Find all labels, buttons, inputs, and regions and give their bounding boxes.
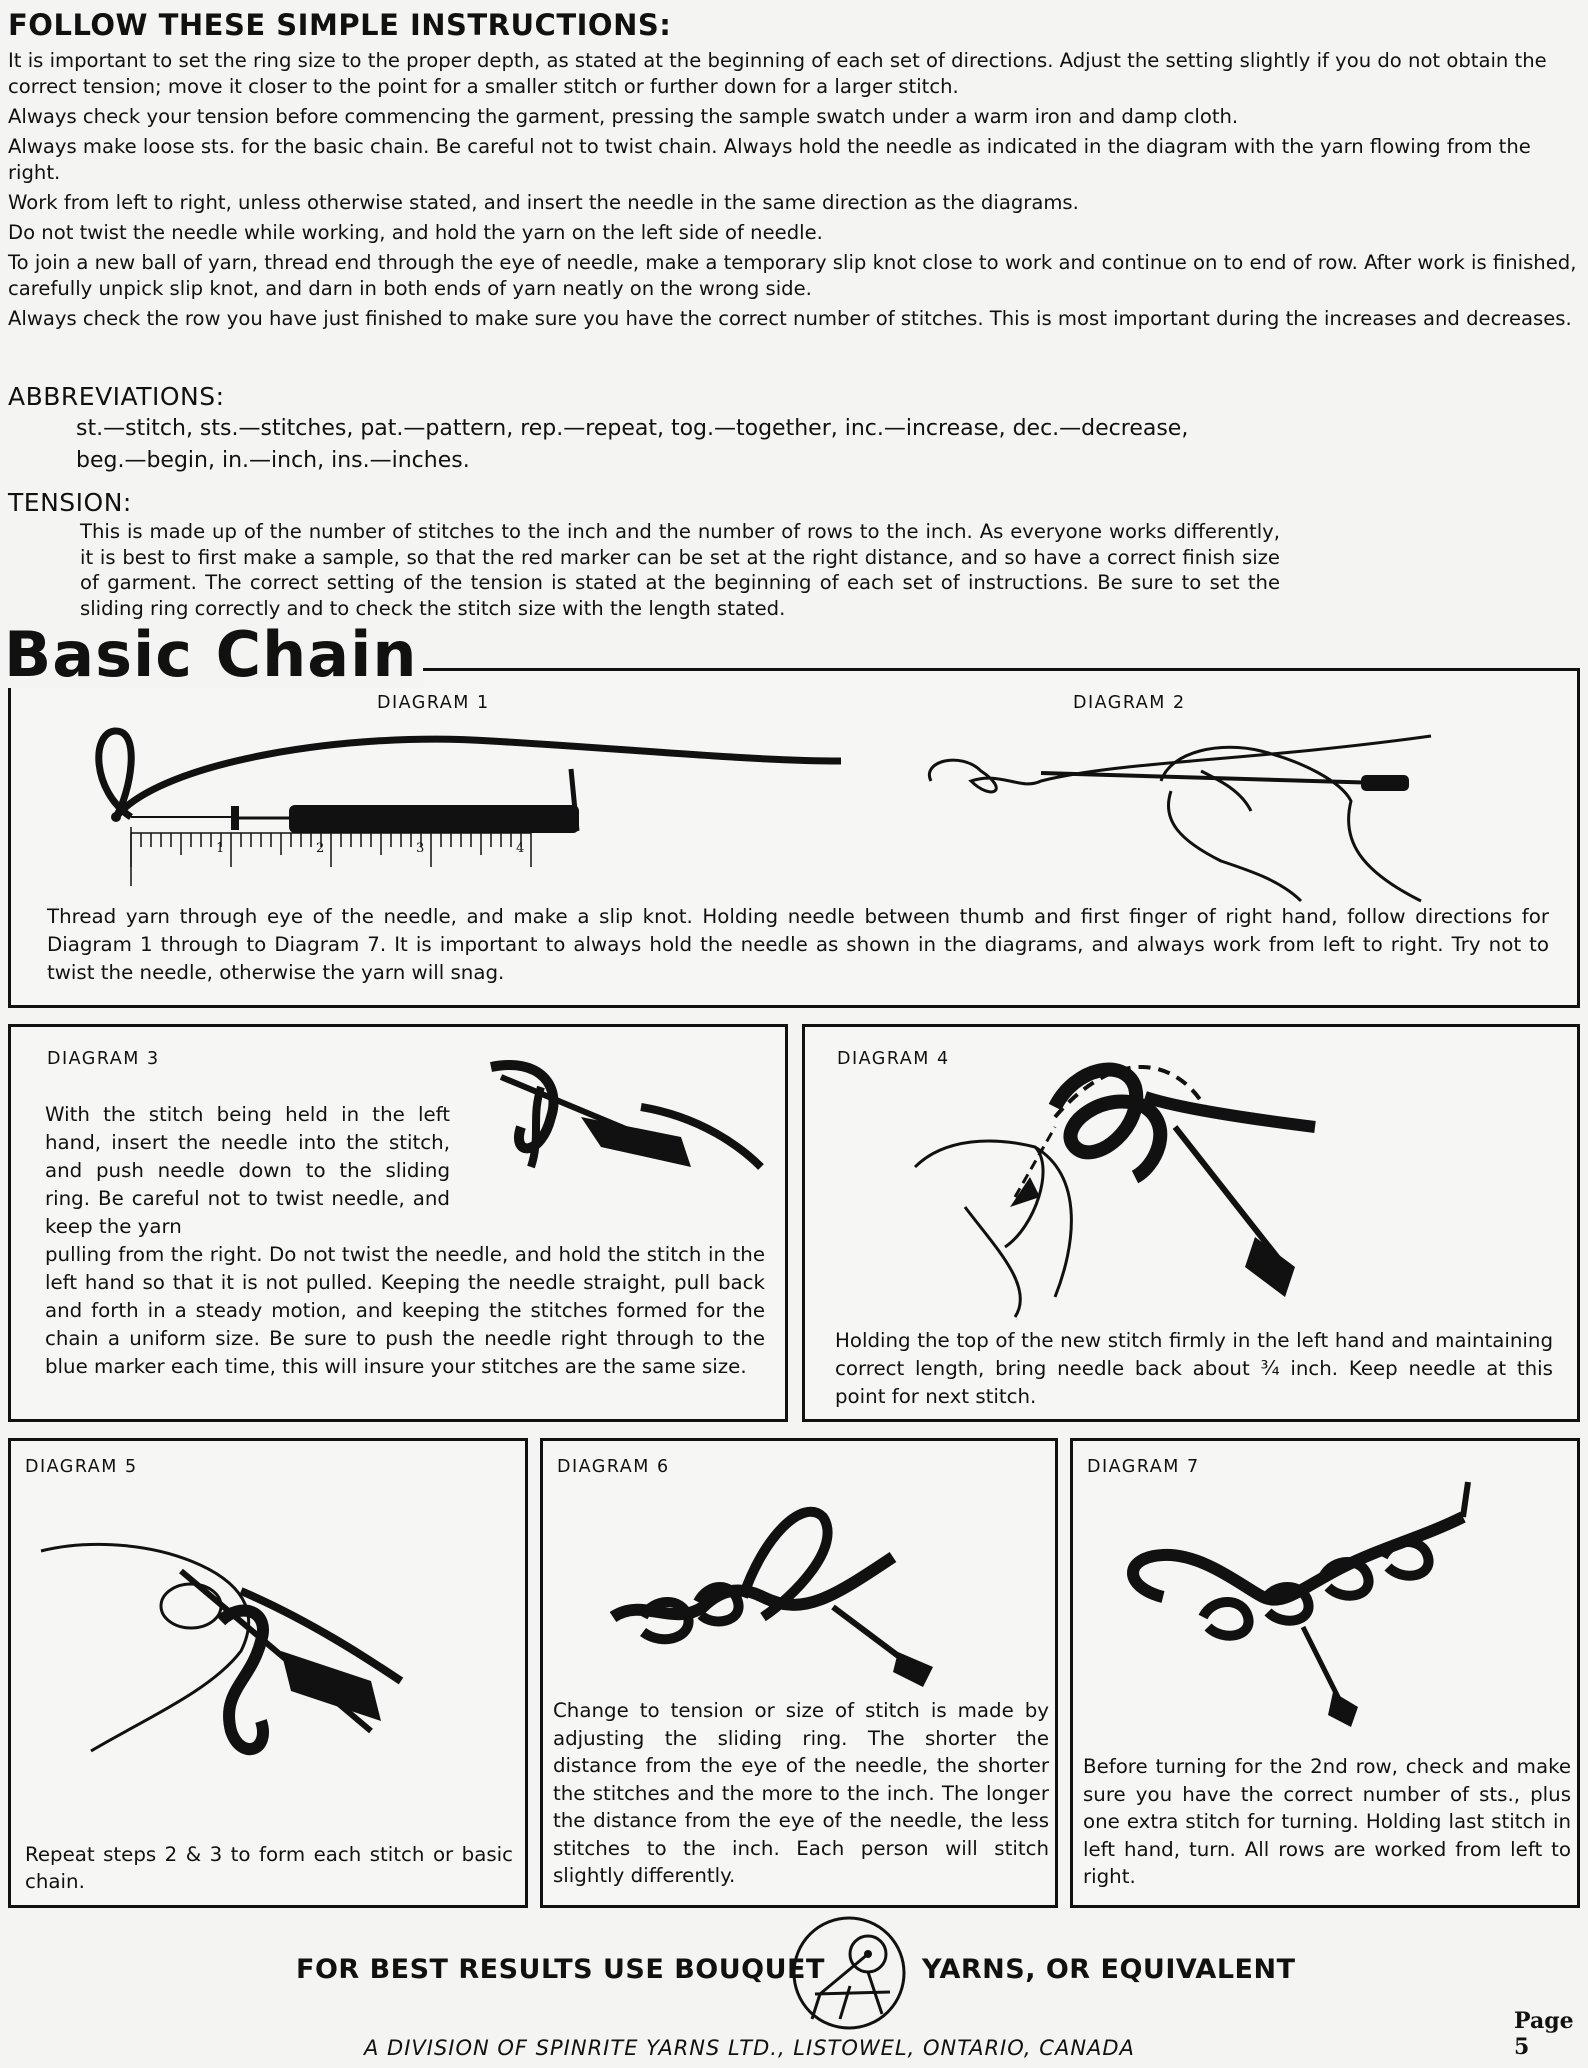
ruler-number: 3: [416, 841, 425, 856]
diagram-5-label: DIAGRAM 5: [25, 1457, 138, 1477]
tension-text: This is made up of the number of stitches to the inch and the number of rows to the inch. As everyone works differently, it is best to first make a sample, so that the red marker can be set at the right distance, and so have a correct finish size of garment. The correct setting of the tension is stated at the beginning of each set of instructions. Be sure to set the sliding ring correctly and to check the stitch size with the length stated.: [80, 520, 1280, 620]
diagram-5-box: [8, 1438, 528, 1908]
diagram-2-label: DIAGRAM 2: [1073, 693, 1186, 713]
diagram-4-text: Holding the top of the new stitch firmly in the left hand and maintaining correct length, bring needle back about ¾ inch. Keep needle at this point for next stitch.: [835, 1329, 1553, 1408]
diagram-4-label: DIAGRAM 4: [837, 1049, 950, 1069]
instructions-section: [8, 8, 1580, 336]
abbreviations-line: st.—stitch, sts.—stitches, pat.—pattern, rep.—repeat, tog.—together, inc.—increase, dec.—decrease,: [76, 416, 1189, 441]
spinning-wheel-icon: [790, 1914, 908, 2032]
footer-right-text: YARNS, OR EQUIVALENT: [922, 1954, 1296, 1985]
instruction-paragraph: Work from left to right, unless otherwise stated, and insert the needle in the same direction as the diagrams.: [8, 191, 1079, 214]
instructions-title: FOLLOW THESE SIMPLE INSTRUCTIONS:: [8, 8, 672, 42]
diagram-3-illustration: [481, 1057, 781, 1187]
abbreviations-section: [8, 382, 1578, 477]
basic-chain-title: Basic Chain: [4, 622, 423, 688]
diagram-5-text: Repeat steps 2 & 3 to form each stitch or basic chain.: [25, 1843, 513, 1893]
diagram-3-label: DIAGRAM 3: [47, 1049, 160, 1069]
ruler-number: 1: [216, 841, 225, 856]
abbreviations-title: ABBREVIATIONS:: [8, 382, 225, 411]
footer-division-text: A DIVISION OF SPINRITE YARNS LTD., LISTOWEL, ONTARIO, CANADA: [364, 2036, 1135, 2060]
abbreviations-line: beg.—begin, in.—inch, ins.—inches.: [76, 448, 470, 473]
diagram-7-box: [1070, 1438, 1580, 1908]
tension-section: [8, 488, 1578, 621]
instruction-paragraph: To join a new ball of yarn, thread end through the eye of needle, make a temporary slip knot close to work and continue on to end of row. After work is finished, carefully unpick slip knot, and darn in both ends of yarn neatly on the wrong side.: [8, 251, 1577, 300]
diagram-6-box: [540, 1438, 1058, 1908]
diagram-6-text: Change to tension or size of stitch is made by adjusting the sliding ring. The shorter the distance from the eye of the needle, the shorter the stitches and the more to the inch. The longer the distance from the eye of the needle, the less stitches to the inch. Each person will stitch slightly differently.: [553, 1699, 1049, 1887]
diagram-6-illustration: [603, 1477, 1003, 1677]
diagram-2-hand-illustration: [921, 721, 1461, 901]
ruler-number: 2: [316, 841, 325, 856]
diagram-3-text-wide: pulling from the right. Do not twist the needle, and hold the stitch in the left hand so that it is not pulled. Keeping the needle straight, pull back and forth in a steady motion, and keeping the stitches formed for the chain a uniform size. Be sure to push the needle right through to the blue marker each time, this will insure your stitches are the same size.: [45, 1243, 765, 1378]
diagram-7-illustration: [1123, 1477, 1543, 1727]
instruction-paragraph: Do not twist the needle while working, and hold the yarn on the left side of needle.: [8, 221, 823, 244]
instruction-paragraph: It is important to set the ring size to the proper depth, as stated at the beginning of each set of directions. Adjust the setting slightly if you do not obtain the correct tension; move it closer to the point for a smaller stitch or further down for a larger stitch.: [8, 49, 1547, 98]
diagram-7-label: DIAGRAM 7: [1087, 1457, 1200, 1477]
page-number: Page 5: [1514, 2008, 1574, 2060]
diagram-6-label: DIAGRAM 6: [557, 1457, 670, 1477]
instruction-paragraph: Always make loose sts. for the basic chain. Be careful not to twist chain. Always hold the needle as indicated in the diagram with the yarn flowing from the right.: [8, 135, 1531, 184]
diagram-1-needle-illustration: [71, 721, 891, 891]
diagram-4-box: [802, 1024, 1580, 1422]
instruction-paragraph: Always check your tension before commencing the garment, pressing the sample swatch under a warm iron and damp cloth.: [8, 105, 1239, 128]
diagram-7-text: Before turning for the 2nd row, check and make sure you have the correct number of sts., plus one extra stitch for turning. Holding last stitch in left hand, turn. All rows are worked from left to right.: [1083, 1755, 1571, 1888]
diagram-5-illustration: [41, 1531, 521, 1751]
diagram-3-text-narrow: With the stitch being held in the left hand, insert the needle into the stitch, and push needle down to the sliding ring. Be careful not to twist needle, and keep the yarn: [45, 1103, 450, 1238]
diagram-4-illustration: [915, 1047, 1455, 1307]
abbreviations-text: [76, 413, 1578, 477]
basic-chain-intro-text: Thread yarn through eye of the needle, and make a slip knot. Holding needle between thumb and first finger of right hand, follow directions for Diagram 1 through to Diagram 7. It is important to always hold the needle as shown in the diagrams, and always work from left to right. Try not to twist the needle, otherwise the yarn will snag.: [47, 905, 1549, 984]
footer-left-text: FOR BEST RESULTS USE BOUQUET: [296, 1954, 825, 1985]
diagram-1-label: DIAGRAM 1: [377, 693, 490, 713]
diagram-1-2-box: [8, 668, 1580, 1008]
tension-title: TENSION:: [8, 488, 132, 517]
diagram-3-box: [8, 1024, 788, 1422]
ruler-number: 4: [516, 841, 525, 856]
instructions-list: [8, 48, 1580, 332]
instruction-paragraph: Always check the row you have just finished to make sure you have the correct number of stitches. This is most important during the increases and decreases.: [8, 307, 1572, 330]
